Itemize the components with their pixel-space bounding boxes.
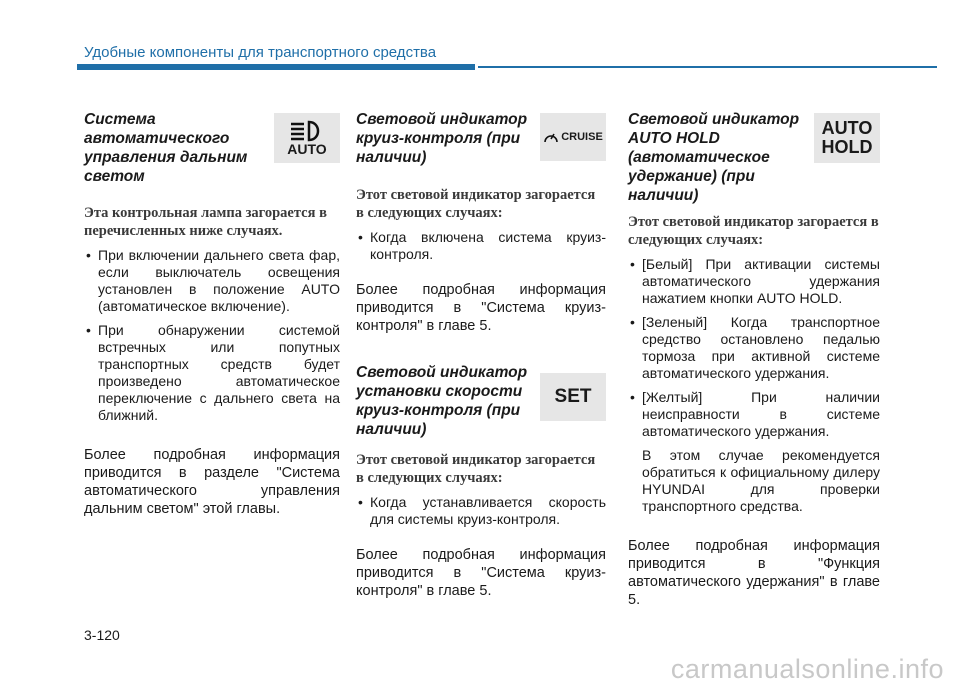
header-rule-thin: [478, 66, 937, 68]
list-item: • Когда устанавливается скорость для системы круиз-контроля.: [356, 494, 606, 528]
high-beam-symbol: [287, 120, 327, 142]
list-item: • При обнаружении системой встречных или попутных транспортных средств будет произведено автоматическое переключение с дальнего света на ближний.: [84, 322, 340, 424]
paragraph: Более подробная информация приводится в разделе "Система автоматического управления дальним светом" этой главы.: [84, 447, 340, 517]
auto-hold-icon: [814, 113, 880, 163]
column-cruise-control: [356, 110, 606, 600]
section-title: Световой индикатор круиз-контроля (при наличии): [356, 111, 528, 166]
paragraph: Более подробная информация приводится в "Функция автоматического удержания" в главе 5.: [628, 538, 880, 608]
section-title: Световой индикатор установки скорости круиз-контроля (при наличии): [356, 364, 528, 438]
section-title: Система автоматического управления дальним светом: [84, 111, 248, 185]
header-rule-thick: [77, 64, 475, 70]
subheading: Этот световой индикатор загорается в следующих случаях:: [628, 214, 879, 248]
list-item: • [Зеленый] Когда транспортное средство остановлено педалью тормоза при активной системе автоматического удержания.: [628, 314, 880, 382]
icon-label: AUTO: [287, 141, 327, 157]
paragraph: Более подробная информация приводится в "Система круиз-контроля" в главе 5.: [356, 547, 606, 599]
paragraph: Более подробная информация приводится в "Система круиз-контроля" в главе 5.: [356, 282, 606, 334]
watermark: carmanualsonline.info: [670, 654, 944, 684]
column-auto-high-beam: [84, 110, 340, 518]
section-header-title: Удобные компоненты для транспортного средства: [84, 44, 437, 61]
auto-high-beam-icon: [274, 113, 340, 163]
list-item: • [Желтый] При наличии неисправности в системе автоматического удержания.: [628, 389, 880, 440]
list-item: • При включении дальнего света фар, если выключатель освещения установлен в положение AUTO (автоматическое включение).: [84, 247, 340, 315]
set-icon: [540, 373, 606, 421]
icon-label-bottom: HOLD: [821, 137, 873, 157]
cruise-icon: [540, 113, 606, 161]
column-auto-hold: [628, 110, 880, 609]
list-item: • Когда включена система круиз-контроля.: [356, 229, 606, 263]
subheading: Эта контрольная лампа загорается в перечисленных ниже случаях.: [84, 205, 327, 239]
page-number: 3-120: [84, 627, 120, 643]
note-paragraph: В этом случае рекомендуется обратиться к официальному дилеру HYUNDAI для проверки транспортного средства.: [642, 447, 880, 514]
icon-label: SET: [554, 386, 592, 407]
icon-label: CRUISE: [561, 131, 603, 143]
section-title: Световой индикатор AUTO HOLD (автоматическое удержание) (при наличии): [628, 111, 800, 204]
list-item: • [Белый] При активации системы автоматического удержания нажатием кнопки AUTO HOLD.: [628, 256, 880, 307]
speedometer-symbol: [543, 130, 559, 144]
icon-label-top: AUTO: [821, 118, 873, 138]
subheading: Этот световой индикатор загорается в следующих случаях:: [356, 452, 596, 486]
subheading: Этот световой индикатор загорается в следующих случаях:: [356, 187, 596, 221]
